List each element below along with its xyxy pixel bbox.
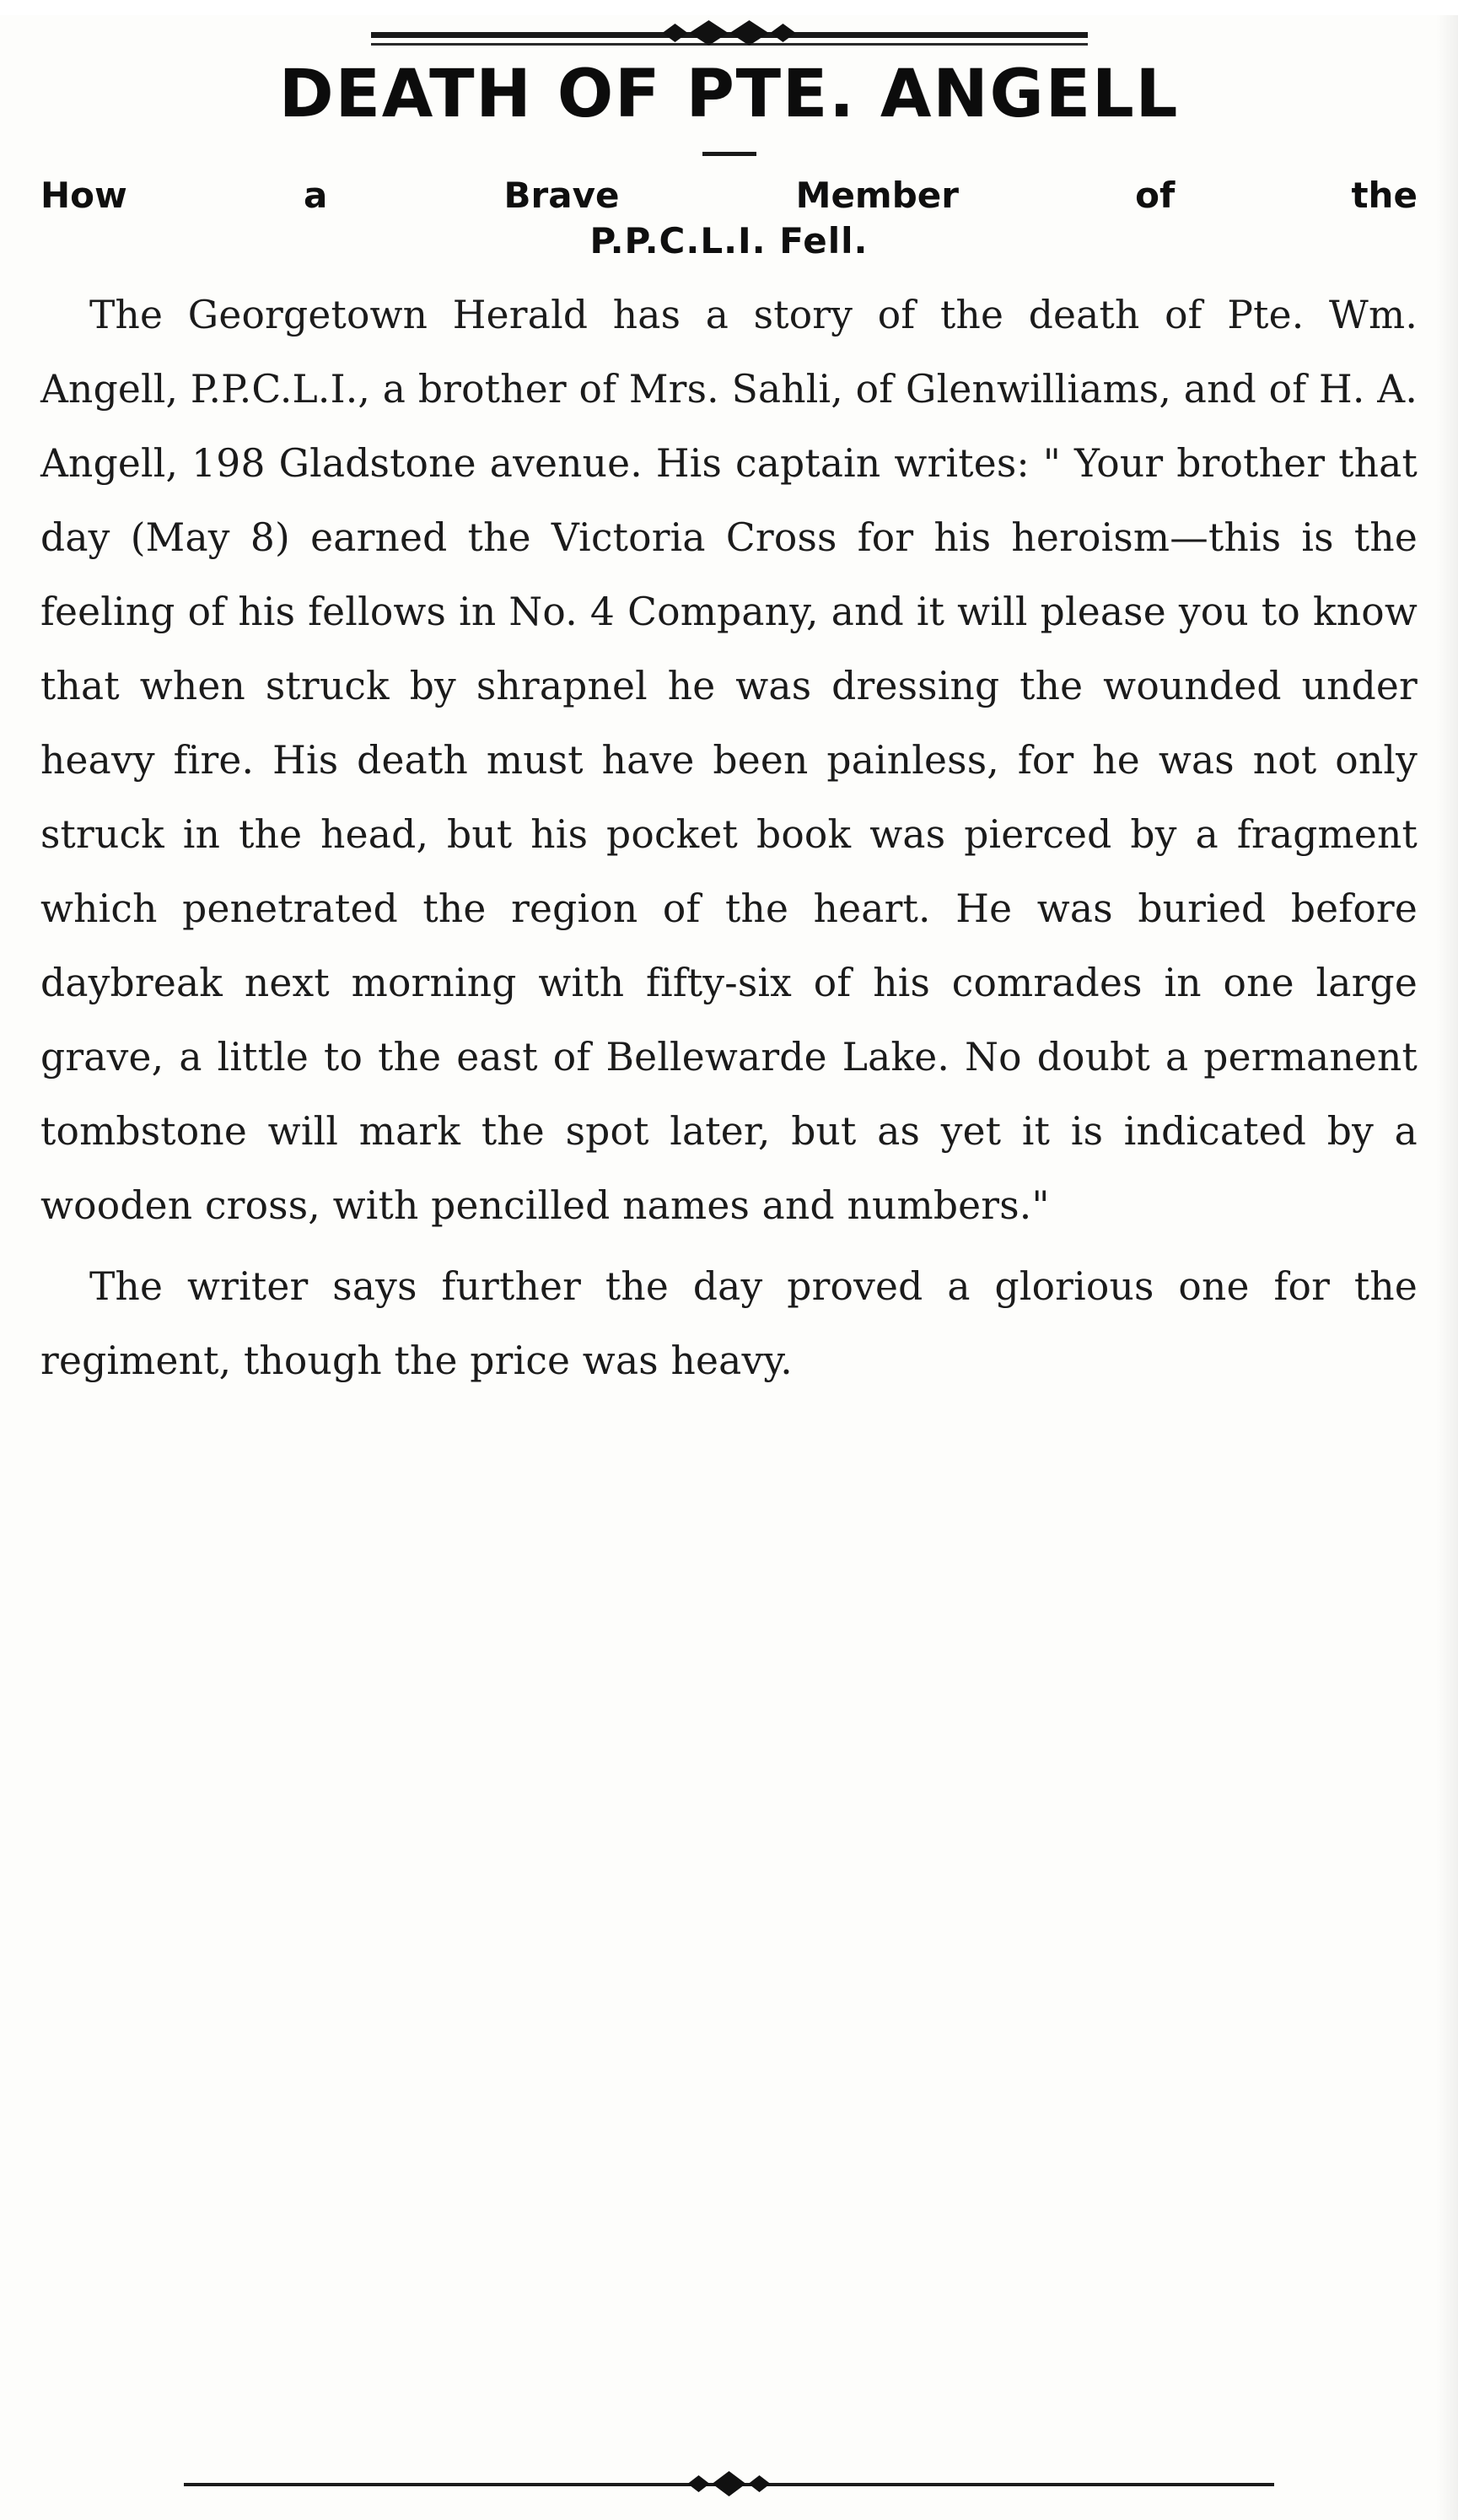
paragraph-text: The Georgetown Herald has a story of the death of Pte. Wm. Angell, P.P.C.L.I., a brother of Mrs. Sahli, of Glenwilliams, and of H. A. Angell, 198 Gladstone avenue. His captain writes: " Your brother that day (May 8) earned the Victoria Cross for his heroism—this is the feeling of his fellows in No. 4 Company, and it will please you to know that when struck by shrapnel he was dressing the wounded under heavy fire. His death must have been painless, for he was not only struck in the head, but his pocket book was pierced by a fragment which penetrated the region of the heart. He was buried before daybreak next morning with fifty-six of his comrades in one large grave, a little to the east of Bellewarde Lake. No doubt a permanent tombstone will mark the spot later, but as yet it is indicated by a wooden cross, with pencilled names and numbers." — [40, 293, 1418, 1229]
subheadline-word: Brave — [503, 174, 620, 216]
subheadline-word: How — [40, 174, 127, 216]
diamond-icon — [771, 24, 796, 42]
top-diamond-cluster — [663, 20, 796, 46]
article-paragraph — [40, 278, 1418, 1243]
article-paragraph — [40, 1250, 1418, 1398]
bottom-ornament-rule — [40, 2468, 1418, 2501]
page-title: DEATH OF PTE. ANGELL — [278, 57, 1180, 132]
diamond-icon — [663, 24, 688, 42]
subheadline — [40, 173, 1418, 264]
headline-divider — [702, 152, 756, 156]
subheadline-line-1 — [40, 173, 1418, 218]
bottom-diamond-cluster — [688, 2471, 771, 2496]
diamond-icon — [730, 20, 769, 46]
scan-edge-shadow — [1436, 15, 1458, 2520]
subheadline-word: of — [1135, 174, 1176, 216]
subheadline-word: the — [1351, 174, 1418, 216]
diamond-icon — [688, 2475, 710, 2492]
subheadline-word: a — [304, 174, 328, 216]
article-body — [40, 278, 1418, 1398]
diamond-icon — [713, 2471, 746, 2496]
newspaper-clipping-page — [0, 15, 1458, 2520]
top-ornament-rule — [371, 15, 1088, 54]
diamond-icon — [690, 20, 729, 46]
subheadline-word: Member — [795, 174, 959, 216]
subheadline-line-2: P.P.C.L.I. Fell. — [589, 219, 869, 261]
paragraph-text: The writer says further the day proved a glorious one for the regiment, though the price was heavy. — [40, 1264, 1418, 1384]
diamond-icon — [749, 2475, 771, 2492]
